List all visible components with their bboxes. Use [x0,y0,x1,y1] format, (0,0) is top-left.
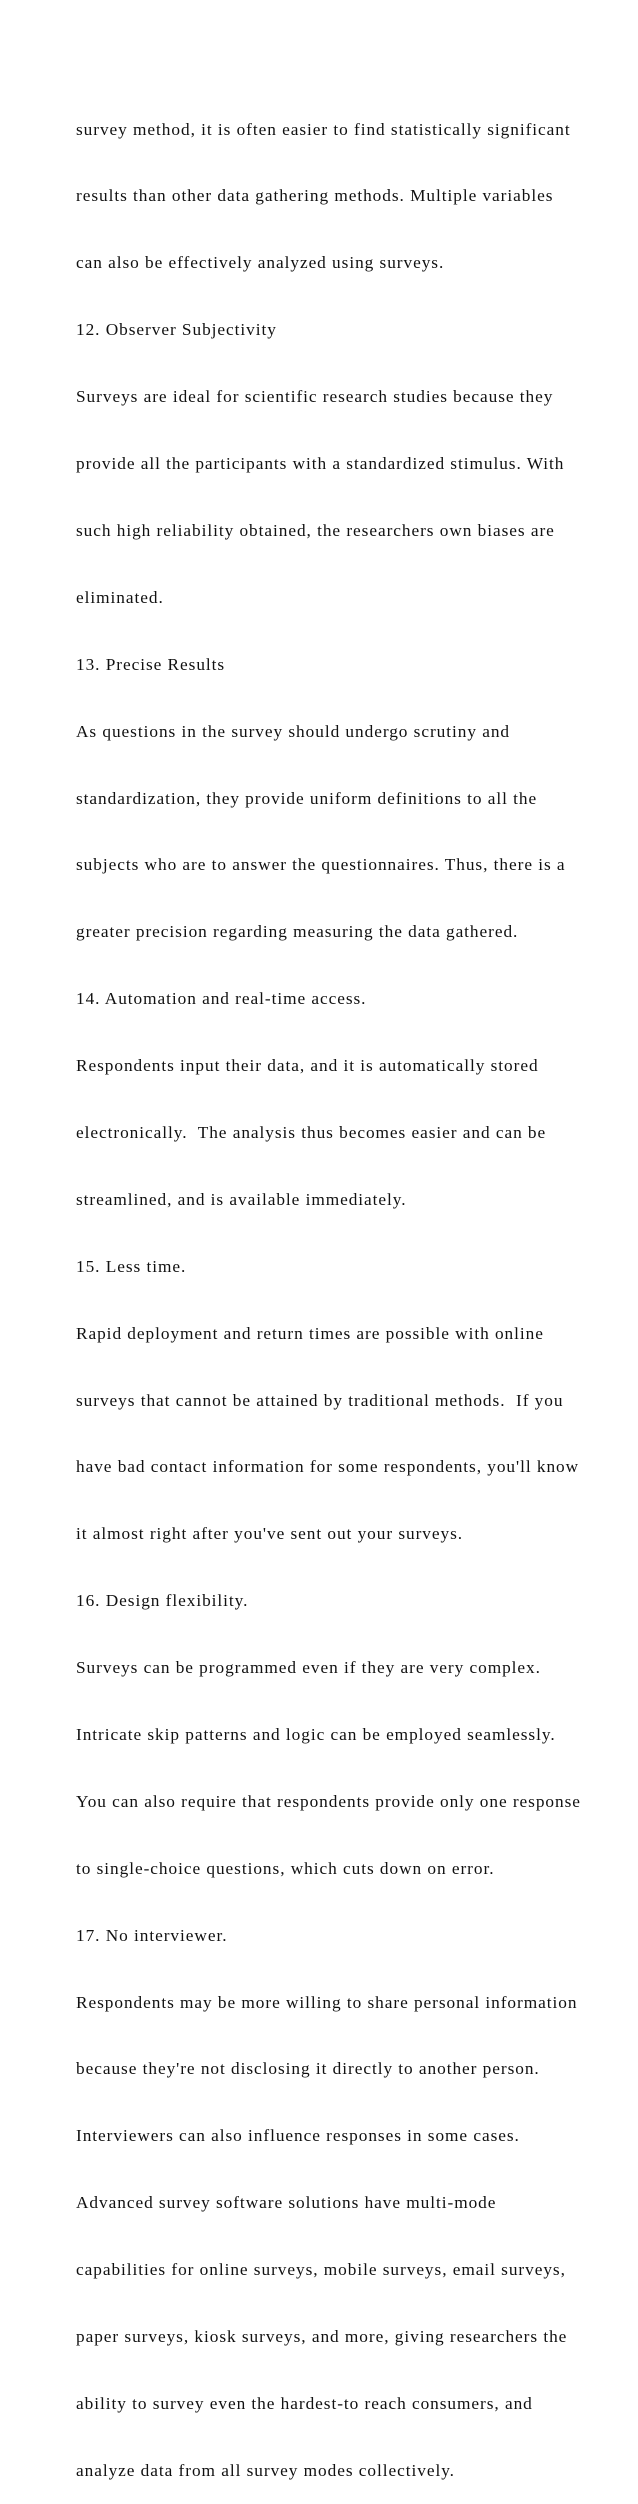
text-line: analyze data from all survey modes collectively. [76,2460,455,2480]
text-line: results than other data gathering methods. Multiple variables [76,186,554,206]
section-heading: 15. Less time. [76,1256,187,1276]
text-line: Interviewers can also influence responses in some cases. [76,2126,520,2146]
section-heading: 16. Design flexibility. [76,1591,249,1611]
text-line: can also be effectively analyzed using surveys. [76,253,445,273]
section-heading: 14. Automation and real-time access. [76,989,367,1009]
text-line: Advanced survey software solutions have multi-mode [76,2193,497,2213]
text-line: subjects who are to answer the questionnaires. Thus, there is a [76,855,566,875]
text-line: eliminated. [76,587,164,607]
text-line: You can also require that respondents provide only one response [76,1791,581,1811]
text-line: surveys that cannot be attained by traditional methods. If you [76,1390,564,1410]
text-line: As questions in the survey should undergo scrutiny and [76,721,511,741]
text-line: provide all the participants with a standardized stimulus. With [76,454,565,474]
text-line: to single-choice questions, which cuts down on error. [76,1858,495,1878]
text-line: because they're not disclosing it directly to another person. [76,2059,540,2079]
text-line: Intricate skip patterns and logic can be employed seamlessly. [76,1724,556,1744]
section-heading: 17. No interviewer. [76,1925,228,1945]
section-heading: 13. Precise Results [76,654,226,674]
text-line: Respondents may be more willing to share personal information [76,1992,578,2012]
text-line: it almost right after you've sent out your surveys. [76,1524,464,1544]
section-heading: 12. Observer Subjectivity [76,320,277,340]
text-line: survey method, it is often easier to find statistically significant [76,119,571,139]
text-line: paper surveys, kiosk surveys, and more, giving researchers the [76,2326,568,2346]
text-line: capabilities for online surveys, mobile surveys, email surveys, [76,2260,566,2280]
text-line: standardization, they provide uniform definitions to all the [76,788,538,808]
text-line: ability to survey even the hardest-to reach consumers, and [76,2393,533,2413]
text-line: streamlined, and is available immediately. [76,1189,407,1209]
document-page [76,74,596,2504]
text-line: Respondents input their data, and it is automatically stored [76,1056,539,1076]
text-line: greater precision regarding measuring the data gathered. [76,922,519,942]
text-line: Surveys can be programmed even if they are very complex. [76,1658,541,1678]
text-line: such high reliability obtained, the researchers own biases are [76,520,555,540]
text-line: electronically. The analysis thus becomes easier and can be [76,1122,547,1142]
text-line: Surveys are ideal for scientific research studies because they [76,387,554,407]
text-line: have bad contact information for some respondents, you'll know [76,1457,580,1477]
text-line: Rapid deployment and return times are possible with online [76,1323,544,1343]
